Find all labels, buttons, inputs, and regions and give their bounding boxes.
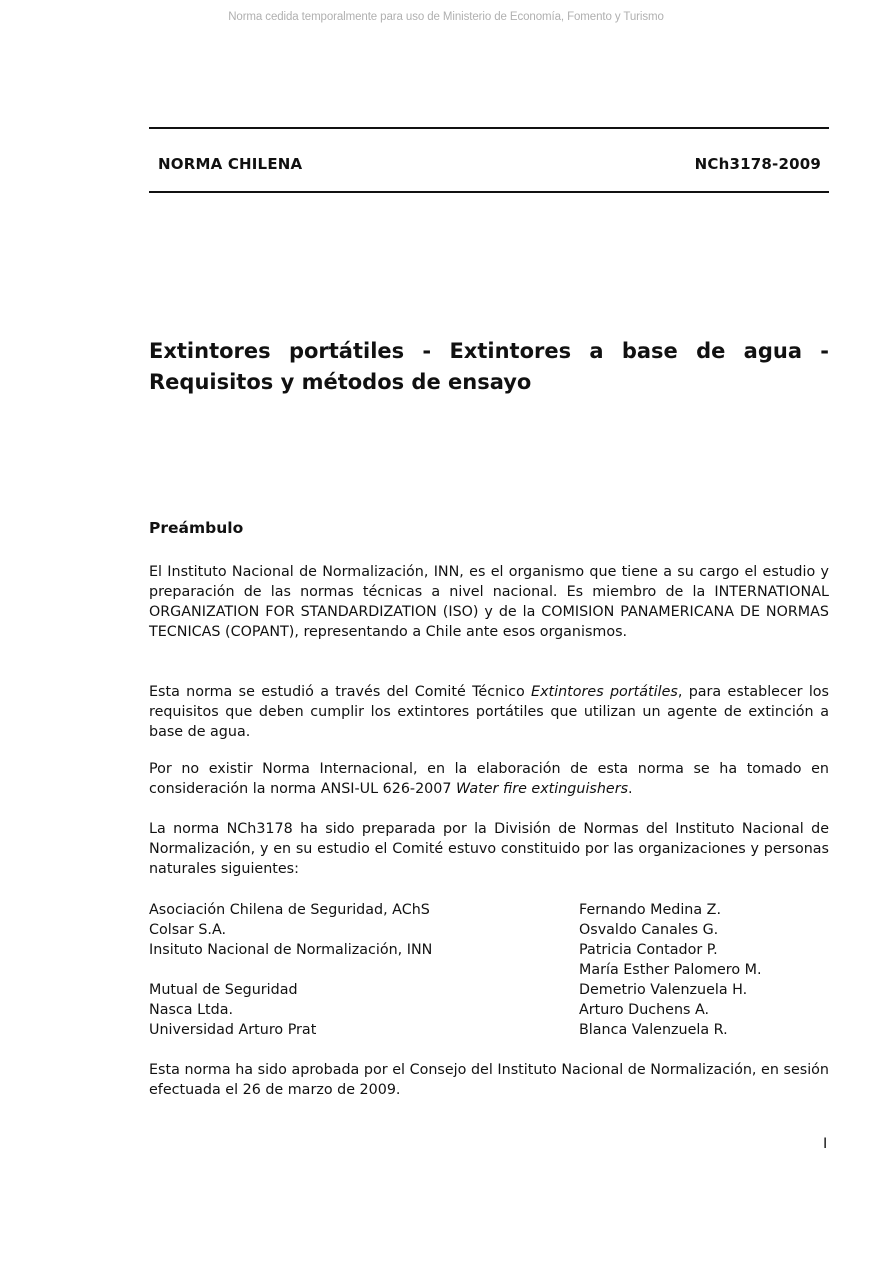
member-person: Demetrio Valenzuela H. <box>579 982 748 998</box>
preamble-paragraph-1: El Instituto Nacional de Normalización, INN, es el organismo que tiene a su cargo el estudio y preparación de las normas técnicas a nivel nacional. Es miembro de la INTERNATIONAL ORGANIZATION FOR STANDARDIZATION (ISO) y de la COMISION PANAMERICANA DE NORMAS TECNICAS (COPANT), representando a Chile ante esos organismos. <box>149 564 829 640</box>
page-number: I <box>823 1136 828 1152</box>
preamble-paragraph-5: Esta norma ha sido aprobada por el Consejo del Instituto Nacional de Normalización, en sesión efectuada el 26 de marzo de 2009. <box>149 1062 829 1098</box>
member-row <box>149 1000 829 1020</box>
standard-code: NCh3178-2009 <box>694 155 821 173</box>
member-organization: Nasca Ltda. <box>149 1002 234 1018</box>
member-row <box>149 920 829 940</box>
document-title: Extintores portátiles - Extintores a base de agua - Requisitos y métodos de ensayo <box>149 339 829 394</box>
member-row <box>149 1020 829 1040</box>
paragraph-text: . <box>628 781 633 797</box>
member-person: Arturo Duchens A. <box>579 1002 710 1018</box>
member-organization: Insituto Nacional de Normalización, INN <box>149 942 433 958</box>
member-organization: Asociación Chilena de Seguridad, AChS <box>149 902 430 918</box>
paragraph-text: Esta norma se estudió a través del Comité Técnico <box>149 684 532 700</box>
preamble-paragraph-4: La norma NCh3178 ha sido preparada por la División de Normas del Instituto Nacional de Normalización, y en su estudio el Comité estuvo constituido por las organizaciones y personas naturales siguientes: <box>149 821 829 877</box>
member-person: Patricia Contador P. <box>579 942 718 958</box>
member-organization: Mutual de Seguridad <box>149 982 298 998</box>
member-organization: Colsar S.A. <box>149 922 227 938</box>
committee-name: Extintores portátiles <box>531 684 678 700</box>
member-row <box>149 900 829 920</box>
committee-members-list <box>149 900 829 1040</box>
paragraph-text: Por no existir Norma Internacional, en la elaboración de esta norma se ha tomado en consideración la norma ANSI-UL 626-2007 <box>149 761 829 797</box>
preamble-paragraph-2 <box>149 682 829 742</box>
header-bottom-rule <box>149 191 829 193</box>
member-person: Blanca Valenzuela R. <box>579 1022 728 1038</box>
member-row <box>149 960 829 980</box>
member-organization: Universidad Arturo Prat <box>149 1022 317 1038</box>
member-person: Osvaldo Canales G. <box>579 922 719 938</box>
header-top-rule <box>149 127 829 129</box>
member-row <box>149 940 829 960</box>
watermark-text: Norma cedida temporalmente para uso de Ministerio de Economía, Fomento y Turismo <box>228 11 664 23</box>
preamble-heading: Preámbulo <box>149 519 244 537</box>
reference-standard-title: Water fire extinguishers <box>456 781 629 797</box>
standard-label: NORMA CHILENA <box>158 155 303 173</box>
member-row <box>149 980 829 1000</box>
member-person: Fernando Medina Z. <box>579 902 721 918</box>
paragraph-text: , para establecer los requisitos que deben cumplir los extintores portátiles que utilizan un agente de extinción a base de agua. <box>149 684 829 740</box>
member-organization <box>149 960 579 980</box>
preamble-paragraph-3 <box>149 759 829 799</box>
member-person: María Esther Palomero M. <box>579 962 762 978</box>
